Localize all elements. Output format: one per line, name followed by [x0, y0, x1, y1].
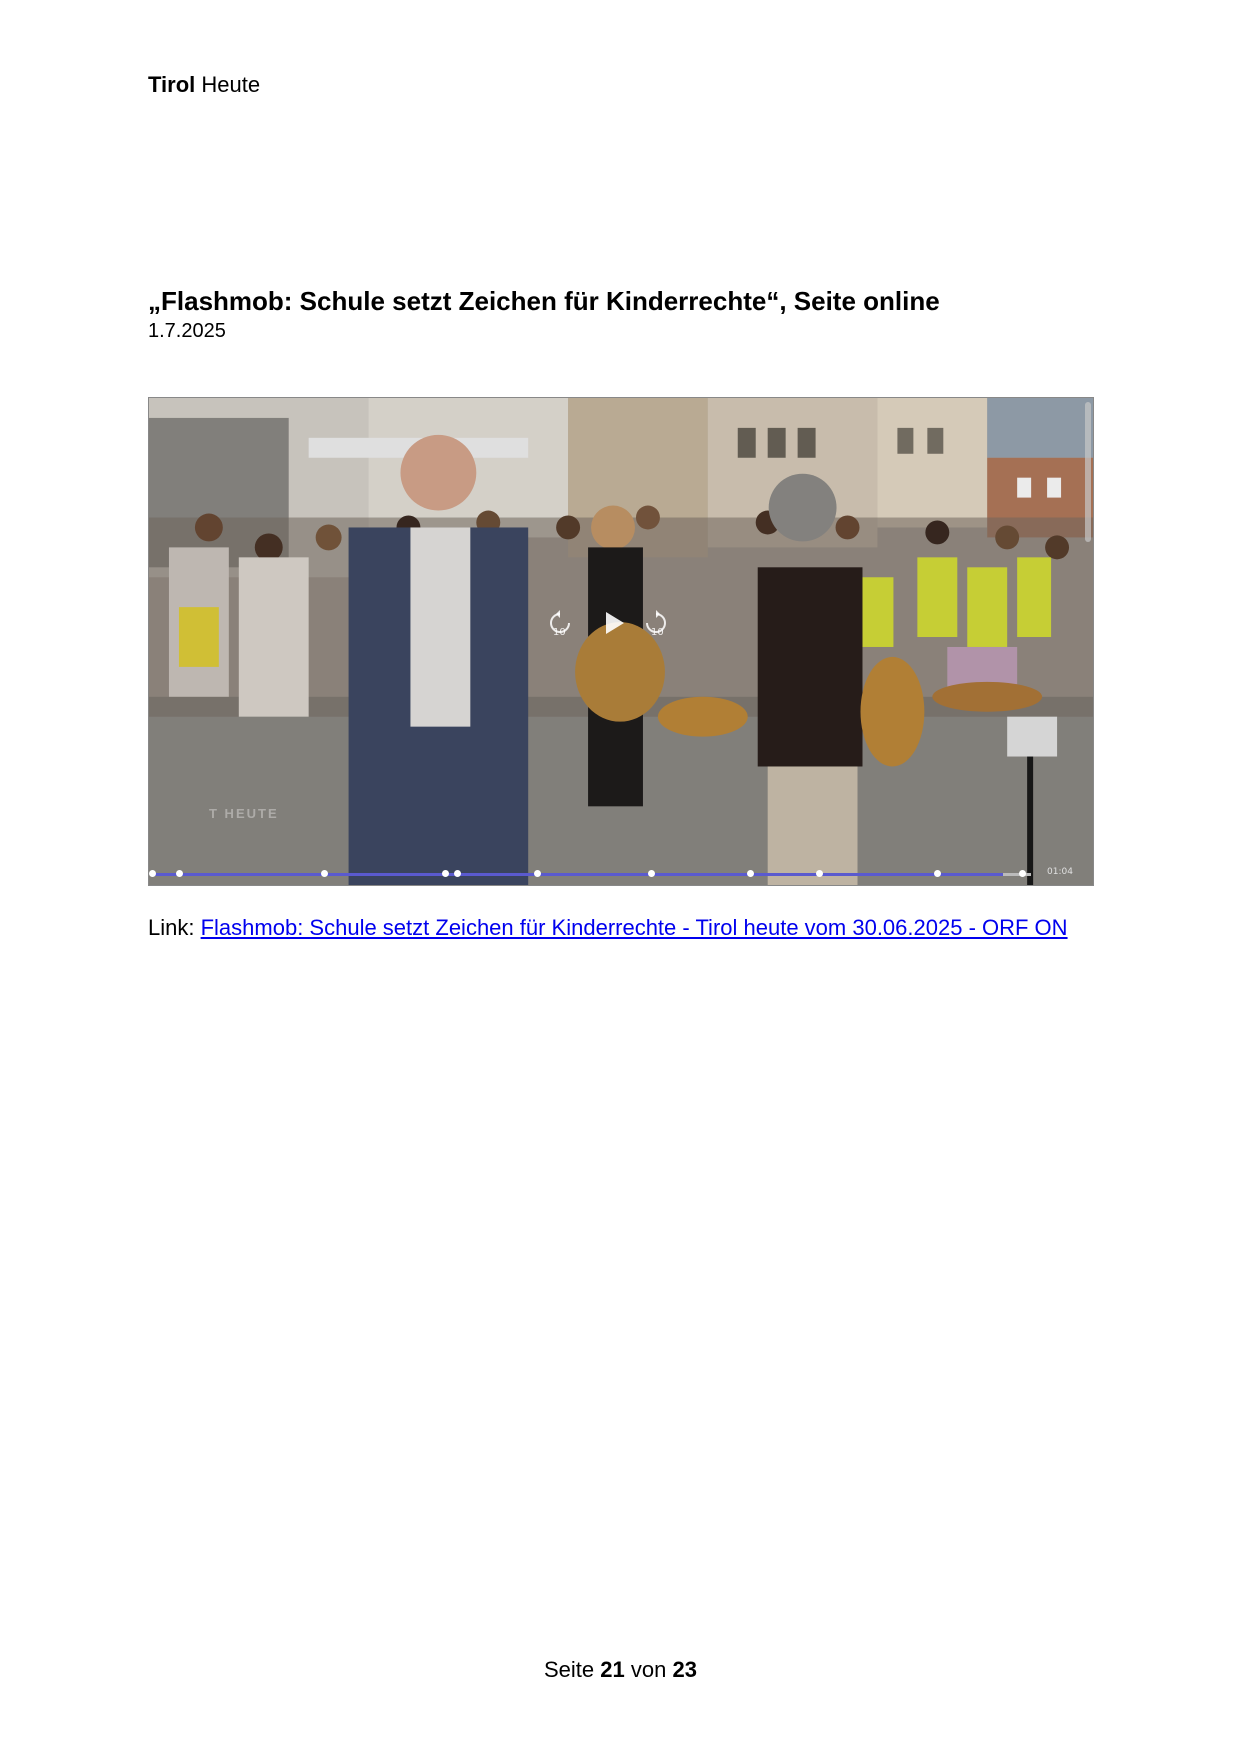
- video-dim-overlay: [149, 398, 1093, 885]
- footer-middle: von: [630, 1657, 667, 1682]
- progress-remaining: [1003, 873, 1031, 876]
- chapter-marker[interactable]: [442, 870, 449, 877]
- link-paragraph: [148, 914, 1088, 941]
- article-date: 1.7.2025: [148, 320, 226, 342]
- article-title: „Flashmob: Schule setzt Zeichen für Kinderrechte“, Seite online: [148, 286, 940, 316]
- article-link[interactable]: Flashmob: Schule setzt Zeichen für Kinderrechte - Tirol heute vom 30.06.2025 - ORF ON: [200, 915, 1068, 940]
- progress-handle[interactable]: [1019, 870, 1026, 877]
- channel-watermark: T HEUTE: [209, 806, 279, 821]
- chapter-marker[interactable]: [747, 870, 754, 877]
- chapter-marker[interactable]: [934, 870, 941, 877]
- header-bold: Tirol: [148, 72, 196, 97]
- chapter-marker[interactable]: [648, 870, 655, 877]
- chapter-marker[interactable]: [176, 870, 183, 877]
- page-footer: [0, 1657, 1241, 1683]
- document-header: [148, 72, 260, 98]
- rewind-icon: [547, 608, 573, 638]
- chapter-marker[interactable]: [454, 870, 461, 877]
- forward-icon: [643, 608, 669, 638]
- forward-label: 10: [651, 627, 664, 638]
- chapter-marker[interactable]: [149, 870, 156, 877]
- chapter-marker[interactable]: [321, 870, 328, 877]
- play-icon: [601, 608, 627, 638]
- video-screenshot[interactable]: [148, 397, 1094, 886]
- play-button[interactable]: [601, 608, 627, 641]
- header-regular: Heute: [201, 72, 261, 97]
- rewind-label: 10: [553, 627, 566, 638]
- footer-page-number: 21: [600, 1657, 625, 1682]
- forward-10-button[interactable]: [643, 608, 669, 641]
- footer-total-pages: 23: [672, 1657, 697, 1682]
- video-scrollbar[interactable]: [1085, 402, 1091, 542]
- footer-prefix: Seite: [544, 1657, 595, 1682]
- progress-bar[interactable]: [151, 873, 1031, 876]
- chapter-marker[interactable]: [534, 870, 541, 877]
- link-prefix: Link:: [148, 915, 195, 940]
- video-timecode: 01:04: [1047, 867, 1073, 877]
- chapter-marker[interactable]: [816, 870, 823, 877]
- rewind-10-button[interactable]: [547, 608, 573, 641]
